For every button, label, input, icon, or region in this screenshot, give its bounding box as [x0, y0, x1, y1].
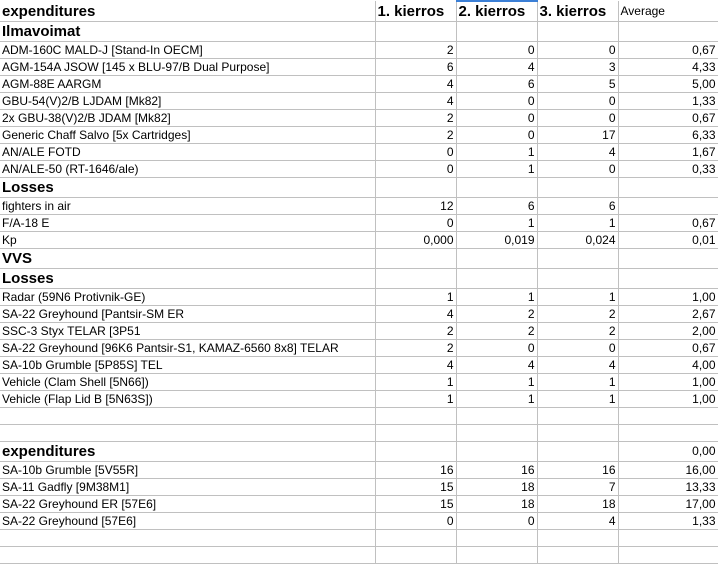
value-cell[interactable] — [618, 249, 718, 269]
row-label-cell[interactable]: AN/ALE FOTD — [0, 144, 375, 161]
table-row — [0, 479, 718, 496]
table-row — [0, 357, 718, 374]
value-cell[interactable]: 0 — [375, 215, 456, 232]
value-cell[interactable]: 18 — [537, 496, 618, 513]
value-cell[interactable]: 16 — [537, 462, 618, 479]
row-label-cell[interactable]: SA-10b Grumble [5P85S] TEL — [0, 357, 375, 374]
value-cell[interactable]: 0 — [375, 144, 456, 161]
value-cell[interactable]: 2 — [375, 323, 456, 340]
table-row — [0, 59, 718, 76]
value-cell[interactable]: 2 — [537, 323, 618, 340]
value-cell[interactable]: 6 — [456, 76, 537, 93]
value-cell[interactable]: 0,67 — [618, 215, 718, 232]
row-label-cell[interactable] — [0, 425, 375, 442]
value-cell[interactable]: 2 — [375, 42, 456, 59]
value-cell[interactable]: 0,67 — [618, 42, 718, 59]
value-cell[interactable] — [375, 442, 456, 462]
row-label-cell[interactable]: Losses — [0, 269, 375, 289]
value-cell[interactable]: 1 — [456, 215, 537, 232]
value-cell[interactable] — [456, 408, 537, 425]
row-label-cell[interactable]: SSC-3 Styx TELAR [3P51 — [0, 323, 375, 340]
row-label-cell[interactable]: Radar (59N6 Protivnik-GE) — [0, 289, 375, 306]
value-cell[interactable]: 15 — [375, 479, 456, 496]
row-label-cell[interactable]: F/A-18 E — [0, 215, 375, 232]
value-cell[interactable]: 4 — [375, 76, 456, 93]
table-row — [0, 425, 718, 442]
value-cell[interactable]: 16 — [456, 462, 537, 479]
value-cell[interactable] — [456, 530, 537, 547]
row-label-cell[interactable]: Kp — [0, 232, 375, 249]
value-cell[interactable]: 4,00 — [618, 357, 718, 374]
value-cell[interactable] — [456, 269, 537, 289]
value-cell[interactable]: 4 — [537, 144, 618, 161]
value-cell[interactable] — [456, 22, 537, 42]
value-cell[interactable]: 2,00 — [618, 323, 718, 340]
row-label-cell[interactable]: Losses — [0, 178, 375, 198]
table-row — [0, 340, 718, 357]
section-row — [0, 22, 718, 42]
section-row — [0, 269, 718, 289]
value-cell[interactable]: 0,01 — [618, 232, 718, 249]
value-cell[interactable]: 1,33 — [618, 513, 718, 530]
value-cell[interactable] — [537, 178, 618, 198]
value-cell[interactable] — [375, 530, 456, 547]
value-cell[interactable]: 16,00 — [618, 462, 718, 479]
value-cell[interactable]: 1 — [456, 144, 537, 161]
value-cell[interactable] — [618, 269, 718, 289]
value-cell[interactable]: 18 — [456, 496, 537, 513]
value-cell[interactable]: 4 — [456, 357, 537, 374]
value-cell[interactable]: 18 — [456, 479, 537, 496]
value-cell[interactable] — [375, 269, 456, 289]
table-row — [0, 289, 718, 306]
table-row — [0, 76, 718, 93]
value-cell[interactable]: 2,67 — [618, 306, 718, 323]
row-label-cell[interactable]: 2x GBU-38(V)2/B JDAM [Mk82] — [0, 110, 375, 127]
table-row — [0, 110, 718, 127]
value-cell[interactable]: 4 — [537, 357, 618, 374]
value-cell[interactable]: 0,024 — [537, 232, 618, 249]
table-row — [0, 306, 718, 323]
row-label-cell[interactable]: SA-22 Greyhound ER [57E6] — [0, 496, 375, 513]
row-label-cell[interactable]: Ilmavoimat — [0, 22, 375, 42]
value-cell[interactable]: 2 — [456, 323, 537, 340]
value-cell[interactable] — [618, 22, 718, 42]
value-cell[interactable]: 1 — [456, 374, 537, 391]
sheet-body — [0, 1, 718, 564]
section-row — [0, 442, 718, 462]
value-cell[interactable]: 6 — [537, 198, 618, 215]
value-cell[interactable] — [375, 178, 456, 198]
row-label-cell[interactable]: AGM-154A JSOW [145 x BLU-97/B Dual Purpose] — [0, 59, 375, 76]
row-label-cell[interactable]: expenditures — [0, 442, 375, 462]
value-cell[interactable]: 17,00 — [618, 496, 718, 513]
row-label-cell[interactable]: Vehicle (Flap Lid B [5N63S]) — [0, 391, 375, 408]
value-cell[interactable]: 2 — [375, 340, 456, 357]
value-cell[interactable]: 2 — [537, 306, 618, 323]
value-cell[interactable]: 1 — [456, 289, 537, 306]
value-cell[interactable] — [618, 530, 718, 547]
value-cell[interactable] — [375, 408, 456, 425]
row-label-cell[interactable]: SA-11 Gadfly [9M38M1] — [0, 479, 375, 496]
value-cell[interactable]: 0 — [456, 127, 537, 144]
table-row — [0, 496, 718, 513]
value-cell[interactable]: 5 — [537, 76, 618, 93]
value-cell[interactable]: 6,33 — [618, 127, 718, 144]
row-label-cell[interactable]: Vehicle (Clam Shell [5N66]) — [0, 374, 375, 391]
value-cell[interactable]: 0 — [375, 161, 456, 178]
value-cell[interactable]: 0,019 — [456, 232, 537, 249]
value-cell[interactable] — [537, 269, 618, 289]
table-row — [0, 127, 718, 144]
value-cell[interactable]: 0,67 — [618, 110, 718, 127]
row-label-cell[interactable]: AN/ALE-50 (RT-1646/ale) — [0, 161, 375, 178]
value-cell[interactable]: 1,00 — [618, 289, 718, 306]
value-cell[interactable]: 17 — [537, 127, 618, 144]
value-cell[interactable]: 2. kierros — [456, 1, 537, 22]
value-cell[interactable]: 1 — [375, 374, 456, 391]
value-cell[interactable]: 1,00 — [618, 374, 718, 391]
row-label-cell[interactable]: SA-22 Greyhound [57E6] — [0, 513, 375, 530]
value-cell[interactable]: 0 — [537, 340, 618, 357]
value-cell[interactable]: 4 — [375, 93, 456, 110]
value-cell[interactable] — [456, 249, 537, 269]
value-cell[interactable]: 4 — [375, 306, 456, 323]
table-row — [0, 323, 718, 340]
value-cell[interactable]: 0 — [537, 42, 618, 59]
value-cell[interactable]: 6 — [456, 198, 537, 215]
value-cell[interactable] — [537, 22, 618, 42]
value-cell[interactable]: 3 — [537, 59, 618, 76]
value-cell[interactable]: 4 — [375, 357, 456, 374]
value-cell[interactable]: 1. kierros — [375, 1, 456, 22]
value-cell[interactable]: 13,33 — [618, 479, 718, 496]
value-cell[interactable]: 7 — [537, 479, 618, 496]
value-cell[interactable]: 0 — [456, 513, 537, 530]
table-row — [0, 232, 718, 249]
row-label-cell[interactable]: SA-10b Grumble [5V55R] — [0, 462, 375, 479]
value-cell[interactable]: 0,33 — [618, 161, 718, 178]
table-row — [0, 161, 718, 178]
value-cell[interactable]: 0 — [456, 340, 537, 357]
row-label-cell[interactable]: fighters in air — [0, 198, 375, 215]
table-row — [0, 374, 718, 391]
value-cell[interactable] — [537, 442, 618, 462]
table-row — [0, 513, 718, 530]
value-cell[interactable]: 1 — [456, 161, 537, 178]
value-cell[interactable]: 0 — [375, 513, 456, 530]
value-cell[interactable]: 1 — [537, 289, 618, 306]
value-cell[interactable] — [618, 408, 718, 425]
table-row — [0, 530, 718, 547]
table-row — [0, 42, 718, 59]
row-label-cell[interactable] — [0, 530, 375, 547]
value-cell[interactable] — [618, 198, 718, 215]
value-cell[interactable]: 12 — [375, 198, 456, 215]
value-cell[interactable]: 0,00 — [618, 442, 718, 462]
value-cell[interactable]: 1 — [375, 289, 456, 306]
value-cell[interactable] — [537, 425, 618, 442]
value-cell[interactable]: 1,33 — [618, 93, 718, 110]
value-cell[interactable] — [618, 178, 718, 198]
value-cell[interactable]: 6 — [375, 59, 456, 76]
value-cell[interactable]: 0,000 — [375, 232, 456, 249]
table-row — [0, 198, 718, 215]
value-cell[interactable]: 5,00 — [618, 76, 718, 93]
value-cell[interactable]: 1,00 — [618, 391, 718, 408]
value-cell[interactable] — [375, 22, 456, 42]
row-label-cell[interactable]: ADM-160C MALD-J [Stand-In OECM] — [0, 42, 375, 59]
value-cell[interactable]: 3. kierros — [537, 1, 618, 22]
value-cell[interactable]: 4,33 — [618, 59, 718, 76]
table-row — [0, 462, 718, 479]
value-cell[interactable]: 16 — [375, 462, 456, 479]
value-cell[interactable]: 1,67 — [618, 144, 718, 161]
value-cell[interactable]: 4 — [456, 59, 537, 76]
value-cell[interactable]: 1 — [537, 391, 618, 408]
row-label-cell[interactable]: SA-22 Greyhound [Pantsir-SM ER — [0, 306, 375, 323]
value-cell[interactable]: 4 — [537, 513, 618, 530]
table-row — [0, 408, 718, 425]
value-cell[interactable] — [618, 425, 718, 442]
value-cell[interactable]: 0 — [456, 110, 537, 127]
value-cell[interactable] — [537, 530, 618, 547]
value-cell[interactable]: 0 — [537, 93, 618, 110]
value-cell[interactable] — [456, 178, 537, 198]
value-cell[interactable]: Average — [618, 1, 718, 22]
table-row — [0, 93, 718, 110]
value-cell[interactable]: 2 — [375, 127, 456, 144]
value-cell[interactable] — [375, 249, 456, 269]
table-row — [0, 144, 718, 161]
value-cell[interactable]: 15 — [375, 496, 456, 513]
value-cell[interactable]: 0 — [537, 110, 618, 127]
table-row — [0, 215, 718, 232]
row-label-cell[interactable]: VVS — [0, 249, 375, 269]
value-cell[interactable] — [456, 425, 537, 442]
value-cell[interactable]: 0 — [537, 161, 618, 178]
value-cell[interactable]: 2 — [456, 306, 537, 323]
section-row — [0, 249, 718, 269]
value-cell[interactable]: 0 — [456, 93, 537, 110]
row-label-cell[interactable]: SA-22 Greyhound [96K6 Pantsir-S1, KAMAZ-6560 8x8] TELAR — [0, 340, 375, 357]
section-row — [0, 178, 718, 198]
value-cell[interactable]: 0,67 — [618, 340, 718, 357]
value-cell[interactable] — [456, 442, 537, 462]
value-cell[interactable] — [375, 425, 456, 442]
row-label-cell[interactable]: Generic Chaff Salvo [5x Cartridges] — [0, 127, 375, 144]
row-label-cell[interactable]: AGM-88E AARGM — [0, 76, 375, 93]
value-cell[interactable]: 2 — [375, 110, 456, 127]
table-row — [0, 391, 718, 408]
value-cell[interactable] — [537, 408, 618, 425]
value-cell[interactable]: 1 — [456, 391, 537, 408]
row-label-cell[interactable]: GBU-54(V)2/B LJDAM [Mk82] — [0, 93, 375, 110]
value-cell[interactable]: 0 — [456, 42, 537, 59]
row-label-cell[interactable]: expenditures — [0, 1, 375, 22]
header-row — [0, 1, 718, 22]
row-label-cell[interactable] — [0, 408, 375, 425]
value-cell[interactable] — [537, 249, 618, 269]
value-cell[interactable]: 1 — [537, 374, 618, 391]
value-cell[interactable]: 1 — [537, 215, 618, 232]
value-cell[interactable]: 1 — [375, 391, 456, 408]
